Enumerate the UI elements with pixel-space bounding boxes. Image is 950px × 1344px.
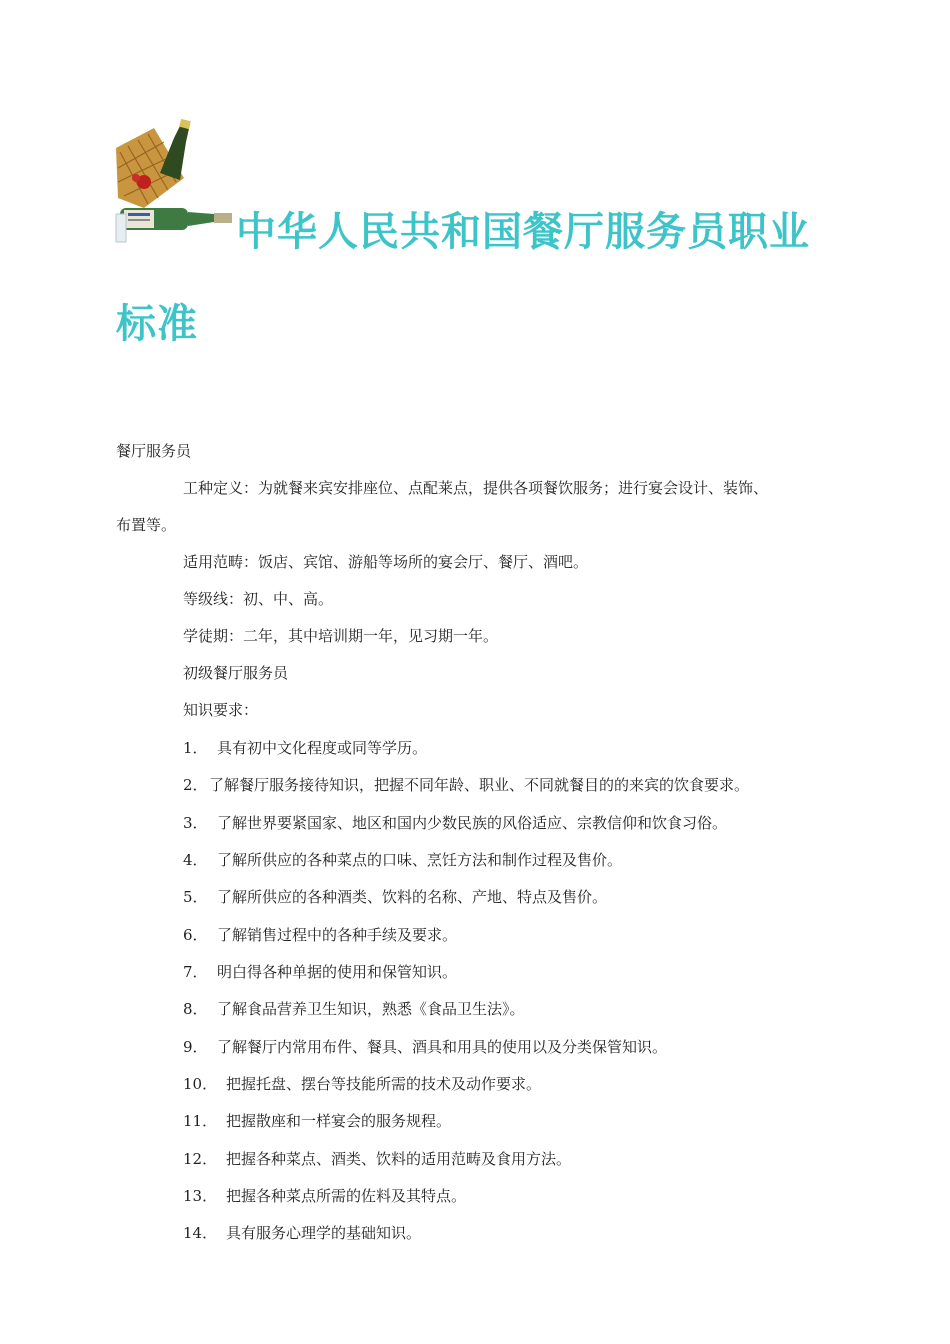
list-item [183,738,427,758]
page-title-continued: 标准 [116,301,198,347]
knowledge-heading: 知识要求： [183,701,259,719]
list-item-number: 10． [183,1075,218,1093]
junior-heading: 初级餐厅服务员 [183,664,289,682]
list-item-text: 把握散座和一样宴会的服务规程。 [226,1112,452,1130]
list-item-number: 12． [183,1150,218,1168]
list-item-number: 13． [183,1187,218,1205]
list-item-number: 6． [183,926,208,944]
list-item-number: 8． [183,1000,208,1018]
list-item [183,962,457,982]
apprenticeship-paragraph: 学徒期：二年，其中培训期一年，见习期一年。 [183,627,499,645]
list-item-text: 了解餐厅内常用布件、餐具、酒具和用具的使用以及分类保管知识。 [217,1038,668,1056]
list-item [183,1074,541,1094]
list-item-number: 3． [183,814,208,832]
list-item [183,999,525,1019]
list-item-number: 9． [183,1038,208,1056]
list-item-text: 了解所供应的各种菜点的口味、烹饪方法和制作过程及售价。 [217,851,623,869]
list-item [183,1111,451,1131]
list-item-text: 了解餐厅服务接待知识，把握不同年龄、职业、不同就餐目的的来宾的饮食要求。 [209,776,750,794]
list-item [183,1186,466,1206]
list-item [183,1223,421,1243]
list-item-number: 2． [183,776,208,794]
list-item [183,1149,571,1169]
list-item [183,775,749,795]
section-heading: 餐厅服务员 [116,442,192,460]
list-item-text: 明白得各种单据的使用和保管知识。 [217,963,458,981]
list-item-text: 具有初中文化程度或同等学历。 [217,739,428,757]
list-item [183,813,727,833]
list-item-number: 5． [183,888,208,906]
list-item-text: 把握托盘、摆台等技能所需的技术及动作要求。 [226,1075,542,1093]
list-item-text: 了解所供应的各种酒类、饮料的名称、产地、特点及售价。 [217,888,608,906]
list-item-number: 1． [183,739,208,757]
list-item-number: 14． [183,1224,218,1242]
list-item [183,887,607,907]
list-item-text: 了解食品营养卫生知识，熟悉《食品卫生法》。 [217,1000,525,1018]
definition-line-2: 布置等。 [116,516,177,534]
list-item-text: 具有服务心理学的基础知识。 [226,1224,422,1242]
list-item-text: 了解世界要紧国家、地区和国内少数民族的风俗适应、宗教信仰和饮食习俗。 [217,814,728,832]
list-item-text: 把握各种菜点所需的佐料及其特点。 [226,1187,467,1205]
list-item [183,1037,667,1057]
scope-paragraph: 适用范畴：饭店、宾馆、游船等场所的宴会厅、餐厅、酒吧。 [183,553,589,571]
list-item [183,850,622,870]
definition-line-1: 工种定义：为就餐来宾安排座位、点配莱点，提供各项餐饮服务；进行宴会设计、装饰、 [183,479,769,497]
list-item-number: 4． [183,851,208,869]
wine-bottles-basket-image [114,118,236,246]
page-title: 中华人民共和国餐厅服务员职业 [236,209,810,255]
list-item-text: 了解销售过程中的各种手续及要求。 [217,926,458,944]
list-item-number: 7． [183,963,208,981]
levels-paragraph: 等级线：初、中、高。 [183,590,334,608]
list-item [183,925,457,945]
list-item-number: 11． [183,1112,218,1130]
list-item-text: 把握各种菜点、酒类、饮料的适用范畴及食用方法。 [226,1150,572,1168]
